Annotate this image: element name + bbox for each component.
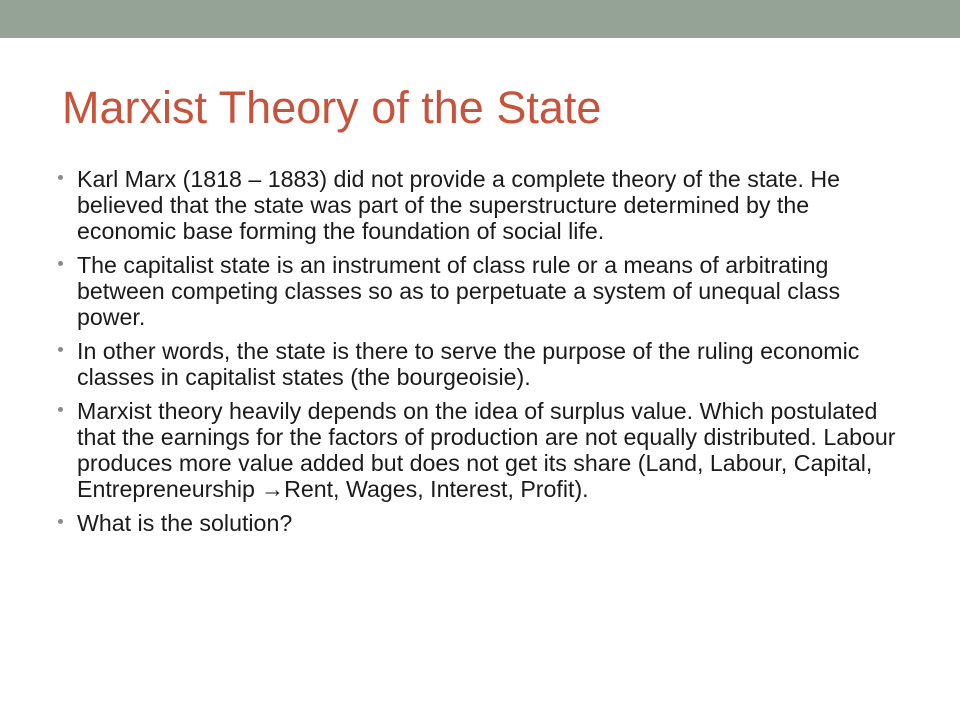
slide-title: Marxist Theory of the State xyxy=(62,82,602,133)
bullet-dot-icon xyxy=(58,407,63,412)
bullet-item-1 xyxy=(58,166,908,244)
top-accent-bar xyxy=(0,0,960,38)
bullet-dot-icon xyxy=(58,347,63,352)
bullet-list xyxy=(58,166,908,544)
bullet-text: The capitalist state is an instrument of class rule or a means of arbitrating between competing classes so as to perpetuate a system of unequal class power. xyxy=(77,252,841,330)
bullet-item-2 xyxy=(58,252,908,330)
bullet-text: In other words, the state is there to serve the purpose of the ruling economic classes in capitalist states (the bourgeoisie). xyxy=(77,338,860,390)
bullet-item-5 xyxy=(58,510,908,536)
bullet-text-after-arrow: Rent, Wages, Interest, Profit). xyxy=(284,476,589,502)
bullet-text-before-arrow: Marxist theory heavily depends on the idea of surplus value. Which postulated that the earnings for the factors of production are not equally distributed. Labour produces more value added but does not get its share (Land, Labour, Capital, Entrepreneurship xyxy=(77,398,896,502)
bullet-dot-icon xyxy=(58,519,63,524)
bullet-dot-icon xyxy=(58,261,63,266)
bullet-item-4 xyxy=(58,398,908,502)
right-arrow-icon: → xyxy=(260,476,285,502)
bullet-text: What is the solution? xyxy=(77,510,293,536)
bullet-text: Karl Marx (1818 – 1883) did not provide a complete theory of the state. He believed that the state was part of the superstructure determined by the economic base forming the foundation of social life. xyxy=(77,166,841,244)
bullet-item-3 xyxy=(58,338,908,390)
bullet-dot-icon xyxy=(58,175,63,180)
